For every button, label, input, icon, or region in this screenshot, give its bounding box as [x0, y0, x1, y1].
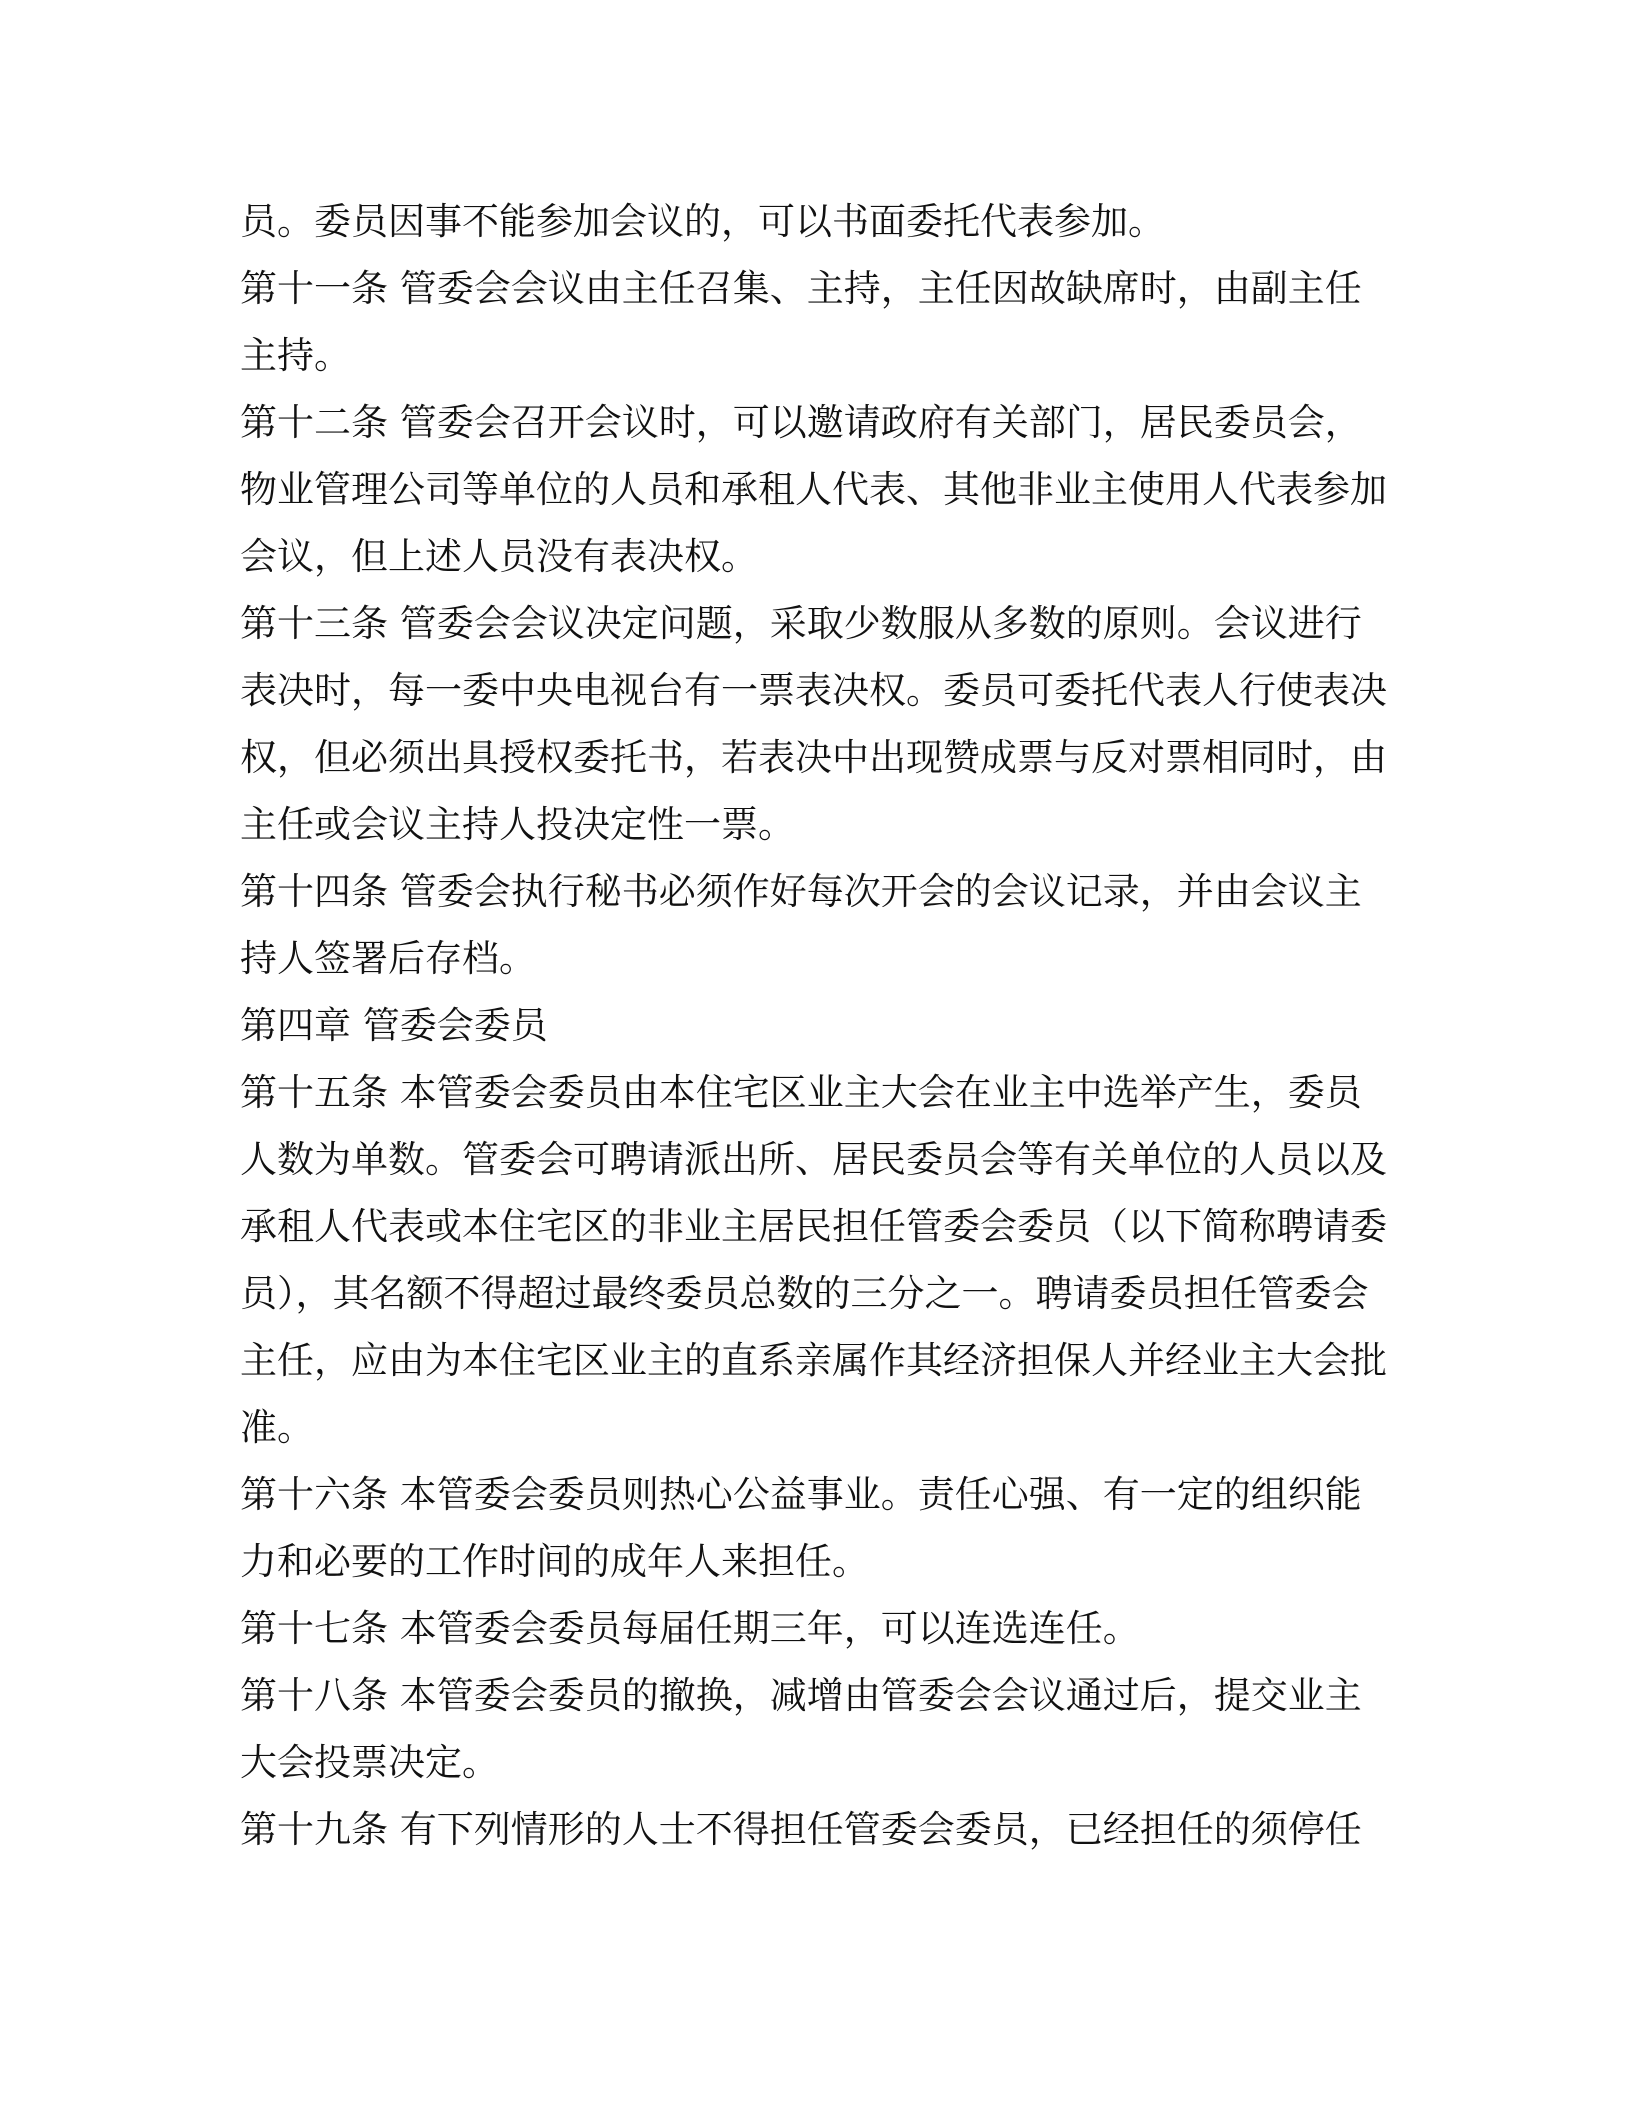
- text-line: 员。委员因事不能参加会议的，可以书面委托代表参加。: [240, 200, 1165, 243]
- article-19-heading-line: 第十九条 有下列情形的人士不得担任管委会委员，已经担任的须停任: [240, 1808, 1362, 1851]
- text-line: 人数为单数。管委会可聘请派出所、居民委员会等有关单位的人员以及: [240, 1138, 1387, 1181]
- article-11-heading-line: 第十一条 管委会会议由主任召集、主持，主任因故缺席时，由副主任: [240, 267, 1362, 310]
- document-body: [240, 188, 1390, 1863]
- text-line: 承租人代表或本住宅区的非业主居民担任管委会委员（以下简称聘请委: [240, 1205, 1387, 1248]
- article-17-heading-line: 第十七条 本管委会委员每届任期三年，可以连选连任。: [240, 1607, 1140, 1650]
- text-line: 准。: [240, 1406, 314, 1449]
- text-line: 力和必要的工作时间的成年人来担任。: [240, 1540, 869, 1583]
- article-16-heading-line: 第十六条 本管委会委员则热心公益事业。责任心强、有一定的组织能: [240, 1473, 1362, 1516]
- article-12-heading-line: 第十二条 管委会召开会议时，可以邀请政府有关部门，居民委员会，: [240, 401, 1362, 444]
- text-line: 持人签署后存档。: [240, 937, 536, 980]
- text-line: 主任，应由为本住宅区业主的直系亲属作其经济担保人并经业主大会批: [240, 1339, 1387, 1382]
- article-14-heading-line: 第十四条 管委会执行秘书必须作好每次开会的会议记录，并由会议主: [240, 870, 1362, 913]
- text-line: 大会投票决定。: [240, 1741, 499, 1784]
- article-15-heading-line: 第十五条 本管委会委员由本住宅区业主大会在业主中选举产生，委员: [240, 1071, 1362, 1114]
- chapter-4-heading: 第四章 管委会委员: [240, 1004, 548, 1047]
- article-18-heading-line: 第十八条 本管委会委员的撤换，减增由管委会会议通过后，提交业主: [240, 1674, 1362, 1717]
- text-line: 主任或会议主持人投决定性一票。: [240, 803, 795, 846]
- text-line: 主持。: [240, 334, 351, 377]
- text-line: 物业管理公司等单位的人员和承租人代表、其他非业主使用人代表参加: [240, 468, 1387, 511]
- text-line: 权，但必须出具授权委托书，若表决中出现赞成票与反对票相同时，由: [240, 736, 1387, 779]
- text-line: 员），其名额不得超过最终委员总数的三分之一。聘请委员担任管委会: [240, 1272, 1369, 1315]
- text-line: 表决时，每一委中央电视台有一票表决权。委员可委托代表人行使表决: [240, 669, 1387, 712]
- text-line: 会议，但上述人员没有表决权。: [240, 535, 758, 578]
- article-13-heading-line: 第十三条 管委会会议决定问题，采取少数服从多数的原则。会议进行: [240, 602, 1362, 645]
